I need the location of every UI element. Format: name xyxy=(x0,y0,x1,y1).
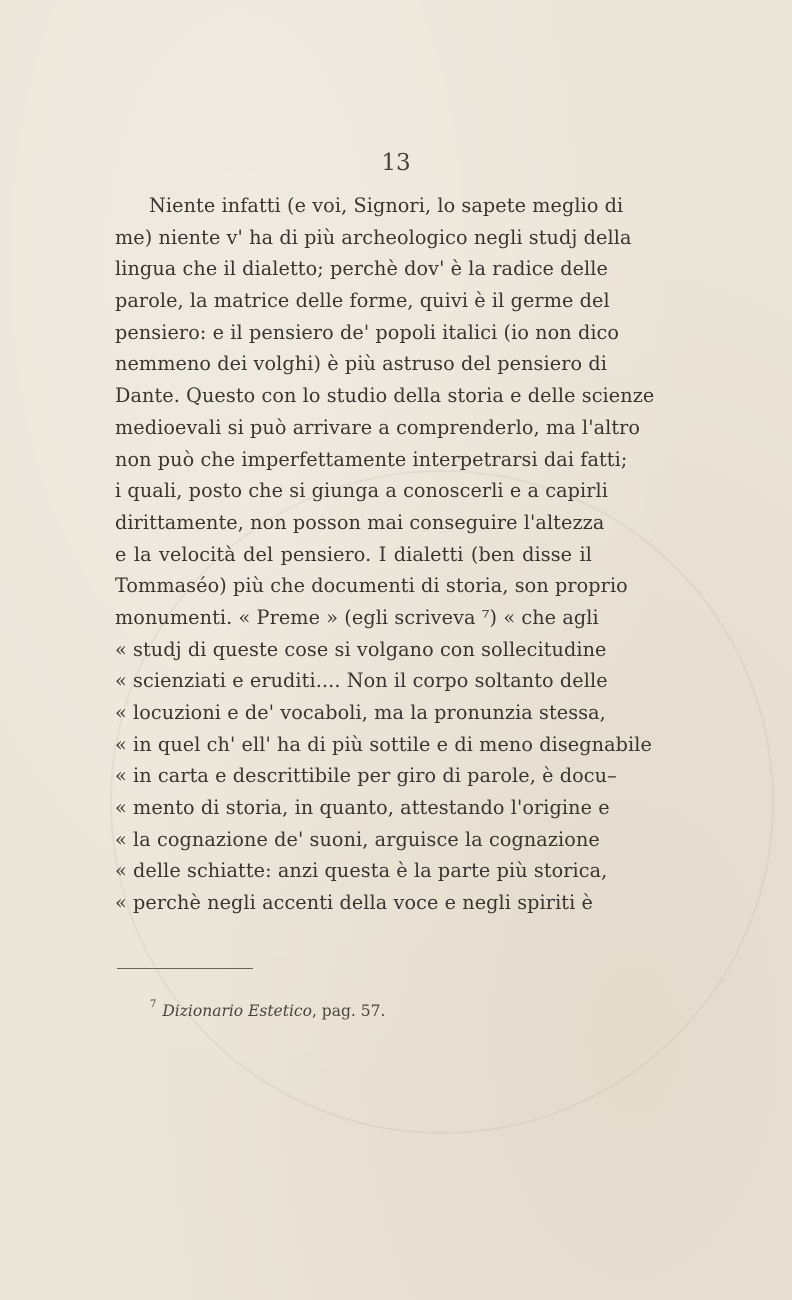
text-line: Tommaséo) più che documenti di storia, son proprio xyxy=(115,574,628,598)
text-line: « scienziati e eruditi.... Non il corpo soltanto delle xyxy=(115,669,608,693)
text-line: medioevali si può arrivare a comprenderlo, ma l'altro xyxy=(115,415,641,439)
text-line: dirittamente, non posson mai conseguire l'altezza xyxy=(115,510,605,534)
text-line: « mento di storia, in quanto, attestando l'origine e xyxy=(115,796,610,820)
text-line: e la velocità del pensiero. I dialetti (ben disse il xyxy=(115,542,592,566)
text-line: parole, la matrice delle forme, quivi è il germe del xyxy=(115,289,610,313)
footnote-reference: , pag. 57. xyxy=(311,1002,386,1021)
text-line: lingua che il dialetto; perchè dov' è la radice delle xyxy=(115,257,608,281)
body-text xyxy=(115,190,655,919)
text-line: i quali, posto che si giunga a conoscerli e a capirli xyxy=(115,479,609,503)
text-line: « delle schiatte: anzi questa è la parte più storica, xyxy=(115,859,608,883)
text-line: pensiero: e il pensiero de' popoli italici (io non dico xyxy=(115,320,620,344)
text-line: « in carta e descrittibile per giro di parole, è docu– xyxy=(115,764,617,788)
text-line: nemmeno dei volghi) è più astruso del pensiero di xyxy=(115,352,607,376)
footnote xyxy=(150,999,386,1021)
page-number: 13 xyxy=(381,150,411,176)
text-line: me) niente v' ha di più archeologico negli studj della xyxy=(115,225,632,249)
footnote-divider xyxy=(117,968,253,969)
text-line: « perchè negli accenti della voce e negli spiriti è xyxy=(115,891,594,915)
text-line: Niente infatti (e voi, Signori, lo sapete meglio di xyxy=(149,194,624,217)
text-line: non può che imperfettamente interpetrarsi dai fatti; xyxy=(115,447,628,471)
footnote-title: Dizionario Estetico xyxy=(162,1002,312,1021)
text-line: Dante. Questo con lo studio della storia e delle scienze xyxy=(115,384,655,408)
text-line: « studj di queste cose si volgano con sollecitudine xyxy=(115,637,607,661)
text-line: monumenti. « Preme » (egli scriveva ⁷) « che agli xyxy=(115,605,599,629)
text-line: « in quel ch' ell' ha di più sottile e di meno disegnabile xyxy=(115,732,652,756)
text-line: « locuzioni e de' vocaboli, ma la pronunzia stessa, xyxy=(115,701,606,724)
text-line: « la cognazione de' suoni, arguisce la cognazione xyxy=(115,827,600,851)
footnote-marker: 7 xyxy=(150,999,157,1010)
